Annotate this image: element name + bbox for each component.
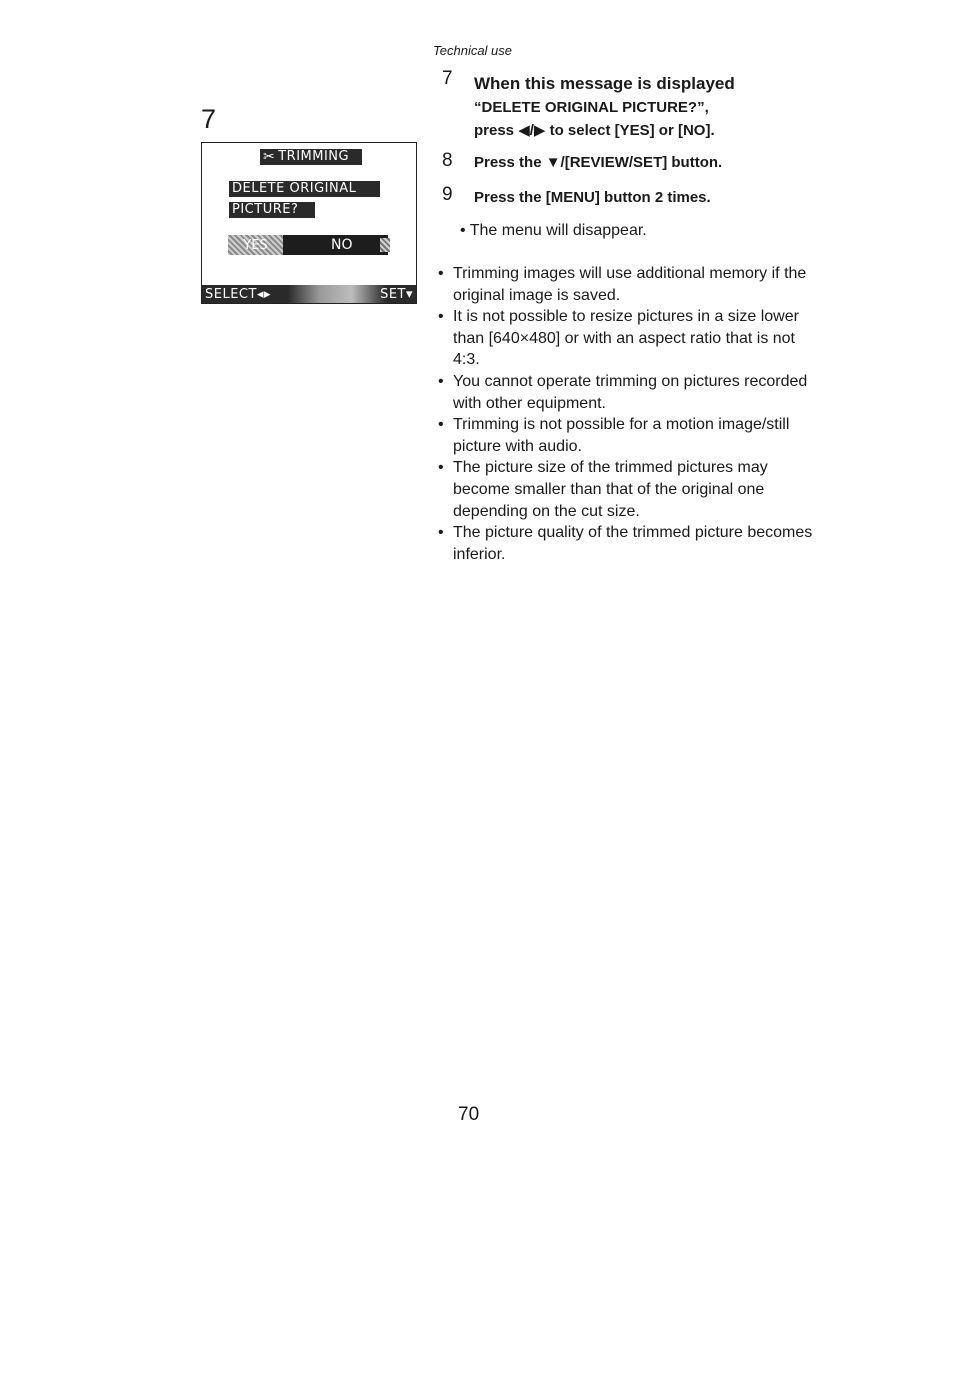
lcd-screen-figure	[201, 142, 417, 304]
screen-message-line2: PICTURE?	[229, 202, 315, 218]
screen-option-yes: YES	[228, 235, 283, 255]
screen-option-no: NO	[331, 237, 353, 253]
section-label: Technical use	[433, 43, 513, 58]
screen-title: TRIMMING	[278, 149, 350, 164]
notes-list	[437, 263, 817, 565]
screen-title-bar	[260, 149, 362, 165]
step-7-number: 7	[442, 68, 453, 89]
step-8-number: 8	[442, 150, 453, 171]
note-item: • The picture quality of the trimmed picture becomes inferior.	[437, 522, 817, 565]
screen-footer-bar	[202, 285, 416, 303]
page-number: 70	[458, 1104, 480, 1125]
step-7-line1: “DELETE ORIGINAL PICTURE?”,	[474, 99, 709, 116]
step-7-title: When this message is displayed	[474, 74, 735, 93]
step-8-text: Press the ▼/[REVIEW/SET] button.	[474, 154, 723, 171]
note-item: • You cannot operate trimming on pictures recorded with other equipment.	[437, 371, 817, 414]
step-9-note: • The menu will disappear.	[460, 222, 647, 239]
screen-footer-select: SELECT◂▸	[205, 286, 271, 302]
screen-option-row	[228, 235, 388, 255]
step-9-text: Press the [MENU] button 2 times.	[474, 189, 711, 206]
right-arrow-icon	[380, 238, 390, 252]
figure-number: 7	[201, 104, 217, 134]
scissors-icon: ✂	[263, 149, 276, 165]
step-9-number: 9	[442, 184, 453, 205]
note-item: • The picture size of the trimmed pictures may become smaller than that of the original one depending on the cut size.	[437, 457, 817, 522]
screen-message-line1: DELETE ORIGINAL	[229, 181, 380, 197]
note-item: • Trimming images will use additional memory if the original image is saved.	[437, 263, 817, 306]
step-7-line2: press ◀/▶ to select [YES] or [NO].	[474, 122, 715, 139]
screen-footer-set: SET▾	[380, 286, 413, 302]
note-item: • It is not possible to resize pictures in a size lower than [640×480] or with an aspect ratio that is not 4:3.	[437, 306, 817, 371]
note-item: • Trimming is not possible for a motion image/still picture with audio.	[437, 414, 817, 457]
